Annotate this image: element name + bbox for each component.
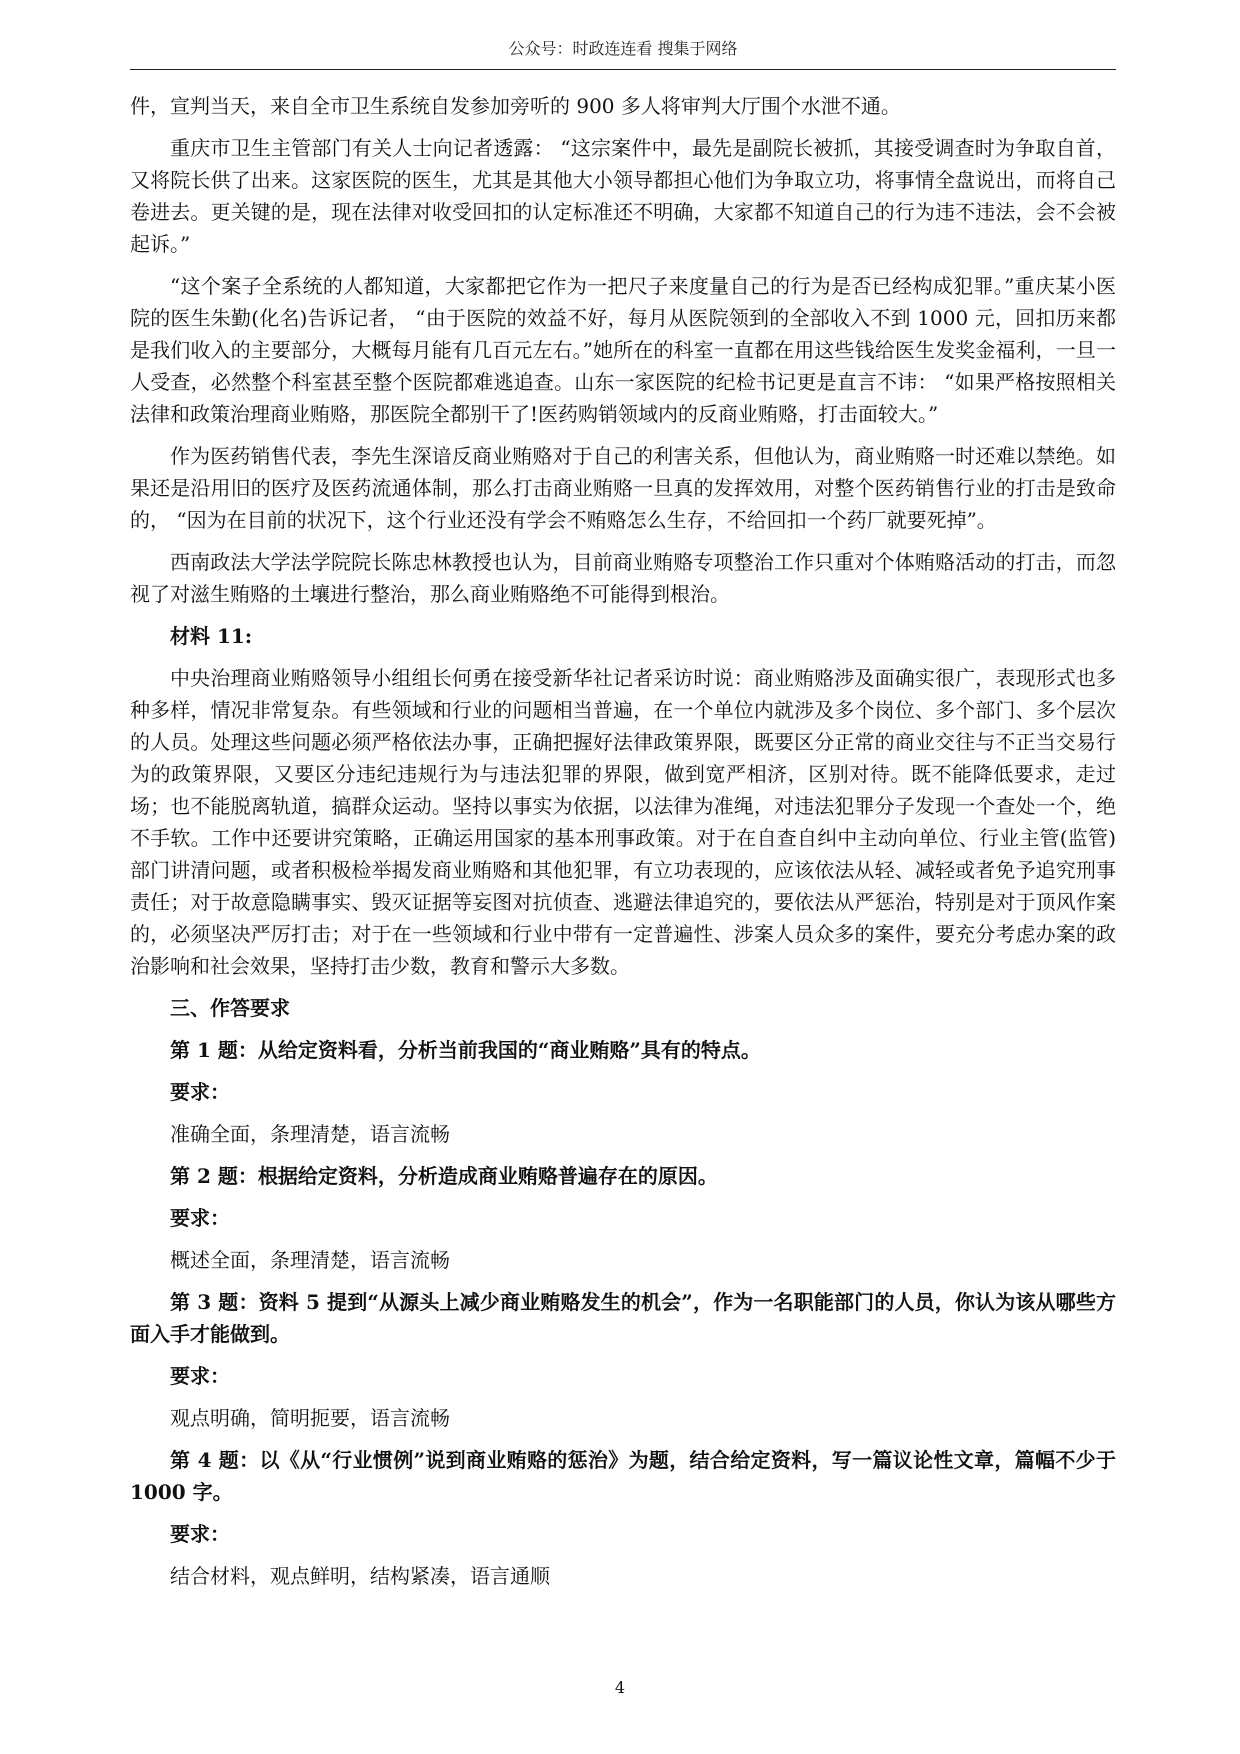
question-2-requirement-label: 要求： xyxy=(170,1206,230,1230)
paragraph: 重庆市卫生主管部门有关人士向记者透露： “这宗案件中，最先是副院长被抓，其接受调查时为争取自首，又将院长供了出来。这家医院的医生，尤其是其他大小领导都担心他们为争取立功，将事情全盘说出，而将自己卷进去。更关键的是，现在法律对收受回扣的认定标准还不明确，大家都不知道自己的行为违不违法，会不会被起诉。” xyxy=(130,136,1116,256)
question-3-requirement-label: 要求： xyxy=(170,1364,230,1388)
header-divider xyxy=(130,69,1116,70)
question-1-requirement-text: 准确全面，条理清楚，语言流畅 xyxy=(170,1122,450,1146)
material-11-heading: 材料 11: xyxy=(170,624,253,648)
question-3-title: 第 3 题：资料 5 提到“从源头上减少商业贿赂发生的机会”，作为一名职能部门的人员，你认为该从哪些方面入手才能做到。 xyxy=(130,1290,1116,1346)
page-number: 4 xyxy=(614,1678,626,1697)
question-3-requirement-text: 观点明确，简明扼要，语言流畅 xyxy=(170,1406,450,1430)
material-11-body: 中央治理商业贿赂领导小组组长何勇在接受新华社记者采访时说：商业贿赂涉及面确实很广，表现形式也多种多样，情况非常复杂。有些领域和行业的问题相当普遍，在一个单位内就涉及多个岗位、多个部门、多个层次的人员。处理这些问题必须严格依法办事，正确把握好法律政策界限，既要区分正常的商业交往与不正当交易行为的政策界限，又要区分违纪违规行为与违法犯罪的界限，做到宽严相济，区别对待。既不能降低要求，走过场；也不能脱离轨道，搞群众运动。坚持以事实为依据，以法律为准绳，对违法犯罪分子发现一个查处一个，绝不手软。工作中还要讲究策略，正确运用国家的基本刑事政策。对于在自查自纠中主动向单位、行业主管(监管)部门讲清问题，或者积极检举揭发商业贿赂和其他犯罪，有立功表现的，应该依法从轻、减轻或者免予追究刑事责任；对于故意隐瞒事实、毁灭证据等妄图对抗侦查、逃避法律追究的，要依法从严惩治，特别是对于顶风作案的，必须坚决严厉打击；对于在一些领域和行业中带有一定普遍性、涉案人员众多的案件，要充分考虑办案的政治影响和社会效果，坚持打击少数，教育和警示大多数。 xyxy=(130,666,1116,978)
page-header: 公众号：时政连连看 搜集于网络 xyxy=(508,39,738,58)
question-4-requirement-label: 要求： xyxy=(170,1522,230,1546)
question-4-requirement-text: 结合材料，观点鲜明，结构紧凑，语言通顺 xyxy=(170,1564,550,1588)
question-2-requirement-text: 概述全面，条理清楚，语言流畅 xyxy=(170,1248,450,1272)
paragraph: “这个案子全系统的人都知道，大家都把它作为一把尺子来度量自己的行为是否已经构成犯罪。”重庆某小医院的医生朱勤(化名)告诉记者， “由于医院的效益不好，每月从医院领到的全部收入不到 1000 元，回扣历来都是我们收入的主要部分，大概每月能有几百元左右。”她所在的科室一直都在用这些钱给医生发奖金福利，一旦一人受查，必然整个科室甚至整个医院都难逃追查。山东一家医院的纪检书记更是直言不讳： “如果严格按照相关法律和政策治理商业贿赂，那医院全都别干了!医药购销领域内的反商业贿赂，打击面较大。” xyxy=(130,274,1116,426)
paragraph: 作为医药销售代表，李先生深谙反商业贿赂对于自己的利害关系，但他认为，商业贿赂一时还难以禁绝。如果还是沿用旧的医疗及医药流通体制，那么打击商业贿赂一旦真的发挥效用，对整个医药销售行业的打击是致命的， “因为在目前的状况下，这个行业还没有学会不贿赂怎么生存，不给回扣一个药厂就要死掉”。 xyxy=(130,444,1116,532)
section-3-heading: 三、作答要求 xyxy=(170,996,290,1020)
paragraph-continuation: 件，宣判当天，来自全市卫生系统自发参加旁听的 900 多人将审判大厅围个水泄不通。 xyxy=(130,94,901,118)
question-1-title: 第 1 题：从给定资料看，分析当前我国的“商业贿赂”具有的特点。 xyxy=(170,1038,761,1062)
question-1-requirement-label: 要求： xyxy=(170,1080,230,1104)
question-4-title: 第 4 题：以《从“行业惯例”说到商业贿赂的惩治》为题，结合给定资料，写一篇议论性文章，篇幅不少于 1000 字。 xyxy=(130,1448,1116,1504)
question-2-title: 第 2 题：根据给定资料，分析造成商业贿赂普遍存在的原因。 xyxy=(170,1164,718,1188)
document-body xyxy=(130,90,1116,1602)
paragraph: 西南政法大学法学院院长陈忠林教授也认为，目前商业贿赂专项整治工作只重对个体贿赂活动的打击，而忽视了对滋生贿赂的土壤进行整治，那么商业贿赂绝不可能得到根治。 xyxy=(130,550,1116,606)
